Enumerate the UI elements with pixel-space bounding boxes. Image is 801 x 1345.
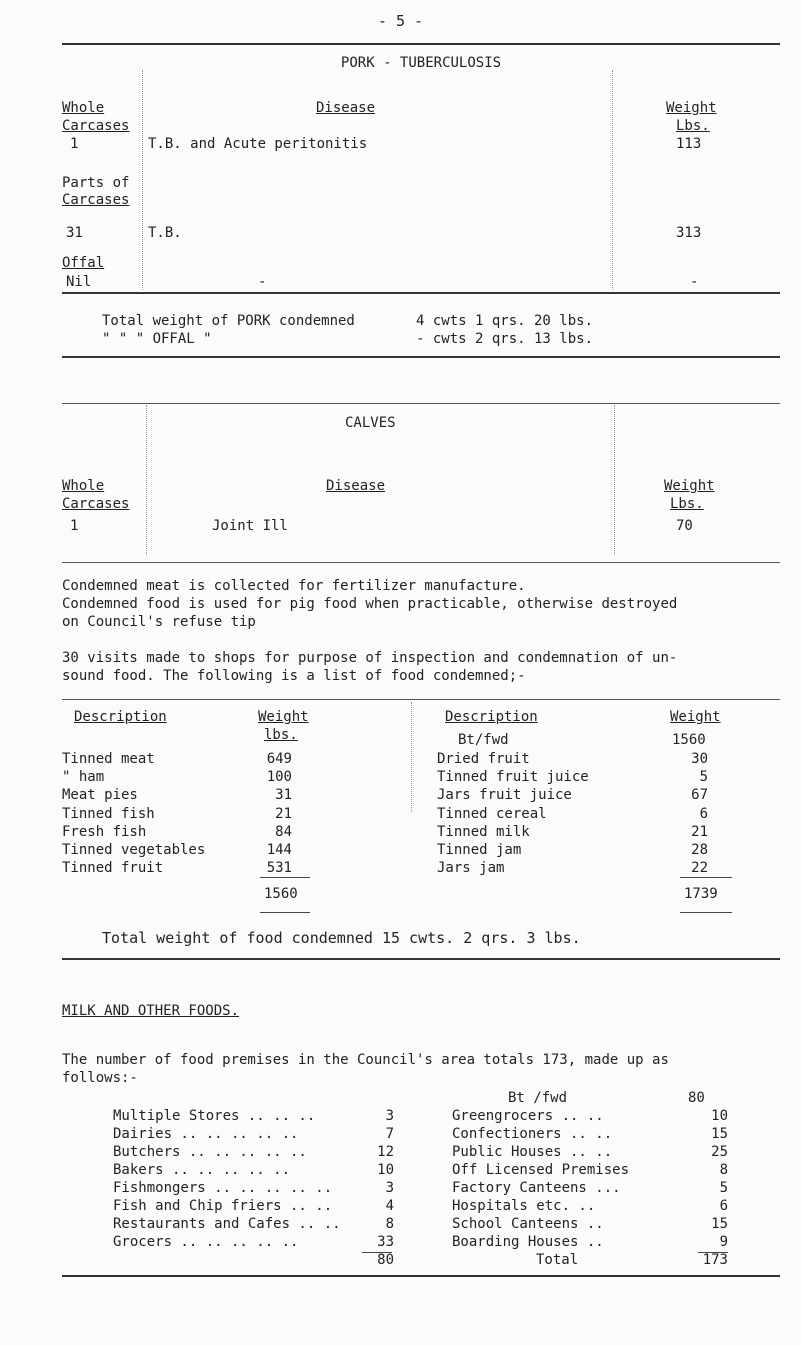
pork-total-label: Total weight of PORK condemned (102, 313, 355, 329)
pork-top-rule (62, 43, 780, 45)
premises-type: School Canteens .. (452, 1216, 604, 1232)
food-left-sum-rule (260, 877, 310, 878)
milk-intro-2: follows:- (62, 1070, 138, 1086)
calves-bottom-rule (62, 562, 780, 563)
premises-type: Confectioners .. .. (452, 1126, 613, 1142)
milk-right-total: 173 (702, 1252, 728, 1268)
food-right-sum-rule (680, 877, 732, 878)
food-item-weight: 5 (699, 769, 708, 786)
food-left-total: 1560 (264, 886, 298, 902)
note-line-2: Condemned food is used for pig food when practicable, otherwise destroyed (62, 596, 678, 612)
premises-type: Bakers .. .. .. .. .. (113, 1162, 291, 1178)
food-bf-value: 1560 (672, 732, 706, 748)
food-item-name: Dried fruit (437, 751, 530, 767)
food-top-rule (62, 699, 780, 700)
food-item-weight: 30 (691, 751, 708, 767)
premises-type: Boarding Houses .. (452, 1234, 604, 1250)
calves-top-rule (62, 403, 780, 404)
premises-count: 8 (719, 1162, 728, 1178)
milk-bf-label: Bt /fwd (508, 1090, 568, 1106)
pork-whole-disease: T.B. and Acute peritonitis (148, 136, 368, 152)
premises-count: 12 (377, 1144, 394, 1160)
food-bf-label: Bt/fwd (458, 732, 509, 748)
food-item-weight: 84 (275, 823, 292, 840)
food-desc2-header: Description (445, 709, 538, 725)
milk-right-total-label: Total (536, 1252, 579, 1268)
pork-offal-disease: - (258, 274, 267, 290)
food-item-name: " ham (62, 769, 105, 786)
food-item-name: Tinned fruit (62, 860, 164, 877)
premises-count: 8 (385, 1216, 394, 1232)
food-weight2-header: Weight (670, 709, 721, 725)
food-item-weight: 22 (691, 860, 708, 877)
food-item-name: Tinned vegetables (62, 842, 206, 858)
pork-bottom-rule (62, 356, 780, 358)
calves-weight: 70 (676, 518, 693, 534)
premises-type: Fish and Chip friers .. .. (113, 1198, 333, 1214)
milk-bf-value: 80 (688, 1090, 705, 1106)
food-item-name: Fresh fish (62, 823, 147, 840)
calves-lbs-header: Lbs. (670, 496, 704, 512)
note-line-1: Condemned meat is collected for fertilizer manufacture. (62, 578, 526, 594)
premises-type: Hospitals etc. .. (452, 1198, 596, 1214)
food-item-weight: 100 (266, 769, 292, 786)
food-desc-header: Description (74, 709, 167, 725)
pork-total-value: 4 cwts 1 qrs. 20 lbs. (416, 313, 594, 329)
calves-weight-header: Weight (664, 478, 715, 494)
premises-type: Factory Canteens ... (452, 1180, 621, 1196)
premises-type: Off Licensed Premises (452, 1162, 630, 1178)
milk-intro-1: The number of food premises in the Council's area totals 173, made up as (62, 1052, 669, 1068)
premises-count: 10 (711, 1108, 728, 1124)
food-item-weight: 67 (691, 787, 708, 804)
pork-parts-disease: T.B. (148, 225, 182, 241)
food-item-name: Jars jam (437, 860, 505, 877)
food-item-name: Jars fruit juice (437, 787, 572, 804)
calves-count: 1 (70, 518, 79, 534)
pork-disease-header: Disease (316, 100, 376, 116)
premises-count: 5 (719, 1180, 728, 1196)
note-line-5: sound food. The following is a list of food condemned;- (62, 668, 526, 684)
note-line-3: on Council's refuse tip (62, 614, 256, 630)
premises-type: Dairies .. .. .. .. .. (113, 1126, 299, 1142)
milk-bottom-rule (62, 1275, 780, 1277)
food-item-name: Tinned cereal (437, 805, 547, 822)
food-right-total: 1739 (684, 886, 718, 902)
pork-divider-2 (612, 70, 613, 290)
calves-disease: Joint Ill (212, 518, 288, 534)
food-item-weight: 31 (275, 787, 292, 804)
premises-count: 3 (385, 1108, 394, 1124)
premises-count: 15 (711, 1126, 728, 1142)
food-item-weight: 21 (691, 823, 708, 840)
calves-disease-header: Disease (326, 478, 386, 494)
pork-divider (142, 70, 143, 290)
food-bottom-rule (62, 958, 780, 960)
food-item-weight: 144 (266, 842, 292, 858)
calves-carcases-header: Carcases (62, 496, 130, 512)
food-grand-total: Total weight of food condemned 15 cwts. 2 qrs. 3 lbs. (102, 929, 581, 947)
calves-title: CALVES (345, 415, 396, 431)
pork-carcases-header: Carcases (62, 118, 130, 134)
pork-whole-weight: 113 (676, 136, 702, 152)
food-item-name: Tinned meat (62, 751, 155, 767)
premises-count: 6 (719, 1198, 728, 1214)
premises-type: Multiple Stores .. .. .. (113, 1108, 316, 1124)
pork-parts-count: 31 (66, 225, 83, 241)
food-item-name: Tinned fish (62, 805, 155, 822)
pork-lbs-header: Lbs. (676, 118, 710, 134)
food-item-weight: 28 (691, 842, 708, 858)
pork-offal-label: Offal (62, 255, 105, 271)
food-divider (411, 702, 412, 812)
food-right-total-rule (680, 912, 732, 913)
milk-left-total: 80 (377, 1252, 394, 1268)
calves-divider (146, 405, 147, 555)
premises-count: 33 (377, 1234, 394, 1250)
premises-type: Butchers .. .. .. .. .. (113, 1144, 307, 1160)
pork-weight-header: Weight (666, 100, 717, 116)
food-item-weight: 649 (266, 751, 292, 767)
food-left-total-rule (260, 912, 310, 913)
food-item-name: Tinned jam (437, 842, 522, 858)
premises-count: 4 (385, 1198, 394, 1214)
pork-whole-header: Whole (62, 100, 105, 116)
food-item-name: Tinned fruit juice (437, 769, 589, 786)
premises-type: Greengrocers .. .. (452, 1108, 604, 1124)
pork-offal-weight: - (690, 274, 699, 290)
page-number: - 5 - (377, 12, 424, 30)
offal-total-value: - cwts 2 qrs. 13 lbs. (416, 331, 594, 347)
premises-type: Restaurants and Cafes .. .. (113, 1216, 341, 1232)
calves-divider-2 (614, 405, 615, 555)
milk-heading: MILK AND OTHER FOODS. (62, 1003, 240, 1019)
premises-type: Fishmongers .. .. .. .. .. (113, 1180, 333, 1196)
calves-whole-header: Whole (62, 478, 105, 494)
premises-type: Grocers .. .. .. .. .. (113, 1234, 299, 1250)
food-weight-header: Weight (258, 709, 309, 725)
food-item-name: Tinned milk (437, 823, 530, 840)
pork-whole-count: 1 (70, 136, 79, 152)
pork-title: PORK - TUBERCULOSIS (340, 55, 502, 71)
pork-parts-label-2: Carcases (62, 192, 130, 208)
food-item-weight: 21 (275, 805, 292, 822)
pork-parts-weight: 313 (676, 225, 702, 241)
premises-count: 10 (377, 1162, 394, 1178)
premises-count: 15 (711, 1216, 728, 1232)
pork-mid-rule (62, 292, 780, 294)
food-item-name: Meat pies (62, 787, 138, 804)
note-line-4: 30 visits made to shops for purpose of inspection and condemnation of un- (62, 650, 678, 666)
food-item-weight: 6 (699, 805, 708, 822)
food-item-weight: 531 (266, 860, 292, 877)
offal-total-label: " " " OFFAL " (102, 331, 212, 347)
premises-type: Public Houses .. .. (452, 1144, 613, 1160)
pork-offal-count: Nil (66, 274, 92, 290)
premises-count: 3 (385, 1180, 394, 1196)
premises-count: 7 (385, 1126, 394, 1142)
food-lbs-header: lbs. (264, 727, 298, 743)
premises-count: 25 (711, 1144, 728, 1160)
premises-count: 9 (719, 1234, 728, 1250)
pork-parts-label: Parts of (62, 175, 130, 191)
